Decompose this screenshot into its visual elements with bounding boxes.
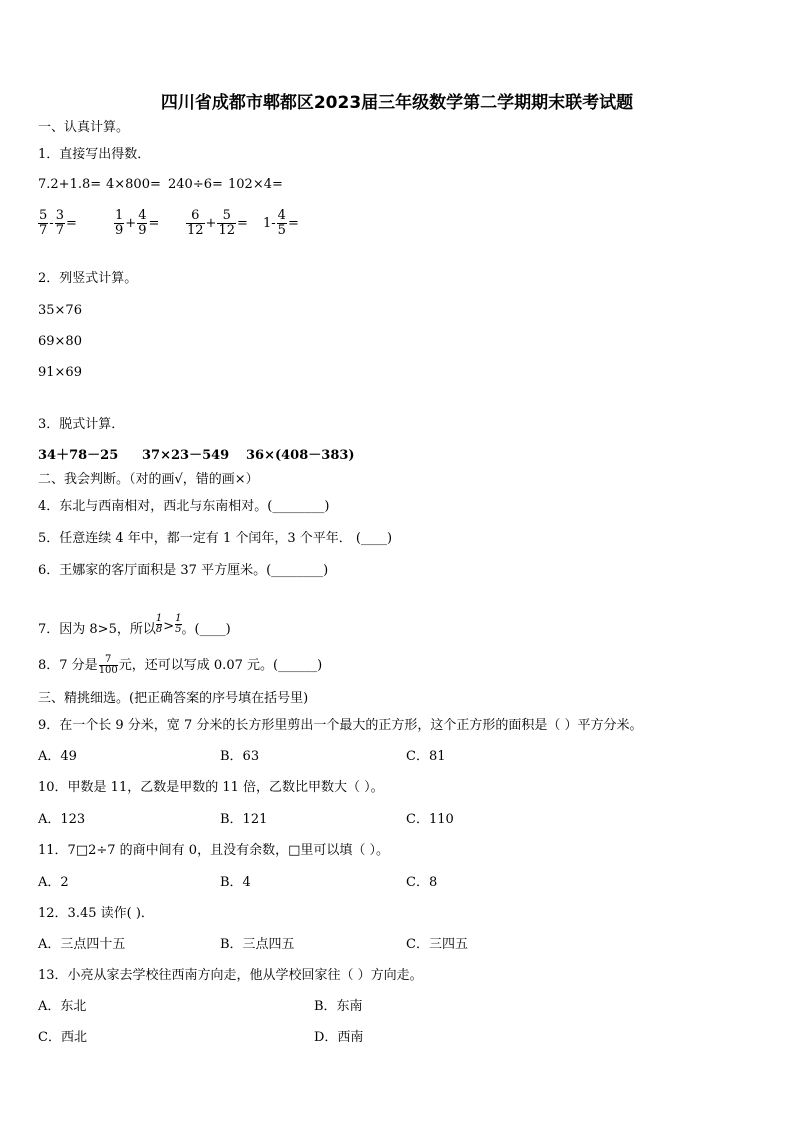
- q3-item: 37×23－549: [142, 448, 230, 463]
- q1-fraction-item: $\frac{5}{7}$ - $\frac{3}{7}$ =: [39, 207, 77, 238]
- q5-text: 5．任意连续 4 年中，都一定有 1 个闰年，3 个平年． (____): [38, 531, 393, 546]
- q9-text: 9．在一个长 9 分米，宽 7 分米的长方形里剪出一个最大的正方形，这个正方形的面积是（ ）平方分米。: [38, 718, 643, 733]
- fraction: $\frac{3}{7}$: [55, 207, 64, 238]
- q9-option-c: C．81: [406, 749, 446, 764]
- q3-label: 3．脱式计算．: [38, 417, 125, 432]
- section3-heading: 三、精挑细选。(把正确答案的序号填在括号里): [38, 691, 309, 706]
- q1-row1-item: 7.2+1.8=: [38, 177, 102, 192]
- fraction: $\frac{7}{100}$: [98, 654, 118, 676]
- fraction: $\frac{1}{9}$: [115, 207, 124, 238]
- section2-heading: 二、我会判断。（对的画√，错的画×）: [38, 472, 259, 487]
- q10-option-a: A．123: [38, 812, 86, 827]
- q1-fraction-item: 1- $\frac{4}{5}$ =: [263, 207, 299, 238]
- q12-option-b: B．三点四五: [220, 937, 295, 952]
- q13-option-b: B．东南: [314, 999, 363, 1014]
- q11-text: 11．7□2÷7 的商中间有 0，且没有余数，□里可以填（ ）。: [38, 843, 389, 858]
- q13-option-c: C．西北: [38, 1030, 87, 1045]
- q4-text: 4．东北与西南相对，西北与东南相对。(________): [38, 499, 330, 514]
- fraction: $\frac{4}{9}$: [138, 207, 147, 238]
- q1-row1-item: 240÷6=: [168, 177, 223, 192]
- q10-option-b: B．121: [220, 812, 268, 827]
- q10-text: 10．甲数是 11，乙数是甲数的 11 倍，乙数比甲数大（ ）。: [38, 780, 384, 795]
- fraction: $\frac{5}{12}$: [218, 207, 235, 238]
- q3-item: 36×(408－383): [246, 448, 355, 463]
- q12-text: 12．3.45 读作( )．: [38, 906, 154, 921]
- q9-option-a: A．49: [38, 749, 77, 764]
- q1-row1-item: 102×4=: [228, 177, 283, 192]
- q3-item: 34＋78－25: [38, 448, 119, 463]
- q10-option-c: C．110: [406, 812, 454, 827]
- q12-option-a: A．三点四十五: [38, 937, 126, 952]
- fraction: $\frac{4}{5}$: [277, 207, 286, 238]
- q1-fraction-item: $\frac{1}{9}$ + $\frac{4}{9}$ =: [115, 207, 160, 238]
- q11-option-c: C．8: [406, 875, 438, 890]
- fraction: $\frac{1}{5}$: [175, 613, 182, 635]
- q11-option-a: A．2: [38, 875, 69, 890]
- q7-text: 7．因为 8>5，所以 $\frac{1}{8}$ > $\frac{1}{5}$ 。(____): [38, 613, 231, 637]
- page-title: 四川省成都市郫都区2023届三年级数学第二学期期末联考试题: [160, 93, 634, 113]
- q13-option-a: A．东北: [38, 999, 87, 1014]
- q13-option-d: D．西南: [314, 1030, 364, 1045]
- section1-heading: 一、认真计算。: [38, 120, 130, 135]
- fraction: $\frac{5}{7}$: [39, 207, 48, 238]
- q1-label: 1．直接写出得数．: [38, 147, 151, 162]
- q2-item: 91×69: [38, 365, 82, 380]
- q1-fraction-item: $\frac{6}{12}$ + $\frac{5}{12}$ =: [187, 207, 248, 238]
- q2-item: 35×76: [38, 303, 82, 318]
- q8-text: 8．7 分是 $\frac{7}{100}$ 元，还可以写成 0.07 元。(______): [38, 654, 323, 676]
- q2-item: 69×80: [38, 334, 82, 349]
- q9-option-b: B．63: [220, 749, 260, 764]
- fraction: $\frac{6}{12}$: [187, 207, 204, 238]
- q11-option-b: B．4: [220, 875, 251, 890]
- fraction: $\frac{1}{8}$: [155, 613, 163, 635]
- q1-row1-item: 4×800=: [106, 177, 161, 192]
- q6-text: 6．王娜家的客厅面积是 37 平方厘米。(________): [38, 563, 329, 578]
- q13-text: 13．小亮从家去学校往西南方向走，他从学校回家往（ ）方向走。: [38, 968, 423, 983]
- q2-label: 2．列竖式计算。: [38, 271, 138, 286]
- q12-option-c: C．三四五: [406, 937, 468, 952]
